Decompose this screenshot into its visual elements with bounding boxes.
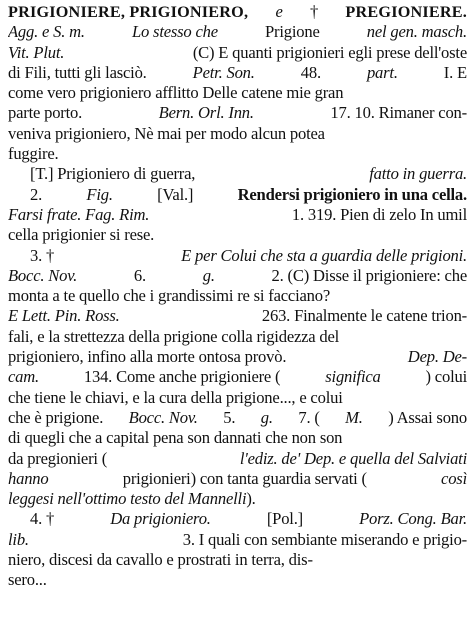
text-segment: come vero prigioniero afflitto Delle catene mie gran xyxy=(8,83,344,103)
italic-segment: Lo stesso che xyxy=(131,22,218,42)
italic-segment: Agg. e S. m. xyxy=(8,22,85,42)
italic-segment: Bocc. Nov. xyxy=(128,407,198,427)
italic-segment: Bern. Orl. Inn. xyxy=(158,103,254,123)
headword: PRIGIONIERE, PRIGIONIERO, xyxy=(8,3,249,21)
text-segment: (C) E quanti prigionieri egli prese dell'oste xyxy=(192,42,467,62)
text-line xyxy=(8,43,467,63)
text-line xyxy=(8,103,467,123)
entry-heading xyxy=(8,2,467,22)
italic-segment: leggesi nell'ottimo testo del Mannelli xyxy=(8,489,247,509)
text-segment: [Pol.] xyxy=(266,509,303,529)
text-segment: 3. † xyxy=(30,245,55,265)
entry-body xyxy=(8,22,467,590)
italic-segment: E Lett. Pin. Ross. xyxy=(8,306,120,326)
italic-segment: part. xyxy=(366,62,398,82)
italic-segment: M. xyxy=(345,407,363,427)
text-line xyxy=(8,388,467,408)
text-segment: che è prigione. xyxy=(8,407,104,427)
text-segment: 263. Finalmente le catene trion- xyxy=(261,306,467,326)
text-segment: 7. ( xyxy=(298,407,320,427)
heading-connector: e xyxy=(275,2,283,21)
text-segment: parte porto. xyxy=(8,103,83,123)
text-line xyxy=(8,530,467,550)
text-line xyxy=(8,408,467,428)
text-line xyxy=(8,225,467,245)
text-line xyxy=(8,469,467,489)
text-line xyxy=(8,428,467,448)
text-segment: 4. † xyxy=(30,509,55,529)
text-segment: di Fili, tutti gli lasciò. xyxy=(8,62,147,82)
italic-segment: Farsi frate. Fag. Rim. xyxy=(8,204,150,224)
text-segment: 6. xyxy=(133,265,146,285)
italic-segment: Fig. xyxy=(86,184,113,204)
text-line xyxy=(8,347,467,367)
text-line xyxy=(8,550,467,570)
text-segment: ). xyxy=(246,489,256,509)
text-segment: 17. 10. Rimaner con- xyxy=(330,103,467,123)
italic-segment: Vit. Plut. xyxy=(8,42,65,62)
italic-segment: Bocc. Nov. xyxy=(8,265,78,285)
italic-segment: Dep. De- xyxy=(407,347,467,367)
text-line xyxy=(8,286,467,306)
text-line xyxy=(8,266,467,286)
italic-segment: Da prigioniero. xyxy=(110,509,211,529)
italic-segment: g. xyxy=(260,407,273,427)
text-line xyxy=(8,489,467,509)
text-line xyxy=(8,185,467,205)
text-line xyxy=(8,246,467,266)
italic-segment: lib. xyxy=(8,529,29,549)
text-segment: prigioniero, infino alla morte ontosa provò. xyxy=(8,347,287,367)
text-segment: 5. xyxy=(223,407,236,427)
text-line xyxy=(8,449,467,469)
italic-segment: così xyxy=(441,468,467,488)
text-segment: cella prigionier si rese. xyxy=(8,225,155,245)
text-line xyxy=(8,306,467,326)
italic-segment: Petr. Son. xyxy=(192,62,255,82)
text-segment: che tiene le chiavi, e la cura della prigione..., e colui xyxy=(8,387,343,407)
text-line xyxy=(8,144,467,164)
text-segment: [T.] Prigioniero di guerra, xyxy=(30,164,196,184)
italic-segment: nel gen. masch. xyxy=(366,22,467,42)
text-line xyxy=(8,124,467,144)
text-segment: veniva prigioniero, Nè mai per modo alcun potea xyxy=(8,123,325,143)
italic-segment: g. xyxy=(202,265,215,285)
bold-segment: Rendersi prigioniero in una cella. xyxy=(237,184,467,204)
text-line xyxy=(8,63,467,83)
headword-variant: PREGIONIERE. xyxy=(345,3,467,21)
text-segment: ) Assai sono xyxy=(388,407,467,427)
italic-segment: cam. xyxy=(8,367,39,387)
text-line xyxy=(8,327,467,347)
text-segment: [Val.] xyxy=(157,184,194,204)
text-segment: 48. xyxy=(300,62,321,82)
italic-segment: E per Colui che sta a guardia delle prigioni. xyxy=(181,245,467,265)
text-segment: Prigione xyxy=(265,22,320,42)
text-segment: 1. 319. Pien di zelo In umil xyxy=(291,204,467,224)
text-line xyxy=(8,570,467,590)
text-segment: da pregionieri ( xyxy=(8,448,108,468)
dagger-mark: † xyxy=(310,2,319,21)
text-line xyxy=(8,367,467,387)
text-segment: 3. I quali con sembiante miserando e prigio- xyxy=(182,529,467,549)
italic-segment: significa xyxy=(325,367,381,387)
text-line xyxy=(8,509,467,529)
italic-segment: fatto in guerra. xyxy=(369,164,467,184)
text-segment: niero, discesi da cavallo e prostrati in terra, dis- xyxy=(8,550,313,570)
text-segment: monta a te quello che i grandissimi re si facciano? xyxy=(8,286,331,306)
italic-segment: l'ediz. de' Dep. e quella del Salviati xyxy=(239,448,467,468)
text-segment: di quegli che a capital pena son dannati che non son xyxy=(8,428,343,448)
text-line xyxy=(8,164,467,184)
italic-segment: Porz. Cong. Bar. xyxy=(359,509,467,529)
text-segment: 134. Come anche prigioniere ( xyxy=(83,367,281,387)
text-segment: 2. xyxy=(30,184,43,204)
text-segment: sero... xyxy=(8,570,47,590)
text-segment: fuggire. xyxy=(8,144,59,164)
text-line xyxy=(8,83,467,103)
italic-segment: hanno xyxy=(8,468,49,488)
text-segment: ) colui xyxy=(425,367,467,387)
text-segment: I. E xyxy=(443,62,467,82)
text-line xyxy=(8,22,467,42)
text-line xyxy=(8,205,467,225)
text-segment: 2. (C) Disse il prigioniere: che xyxy=(271,265,467,285)
text-segment: fali, e la strettezza della prigione colla rigidezza del xyxy=(8,326,340,346)
text-segment: prigionieri) con tanta guardia servati ( xyxy=(122,468,367,488)
